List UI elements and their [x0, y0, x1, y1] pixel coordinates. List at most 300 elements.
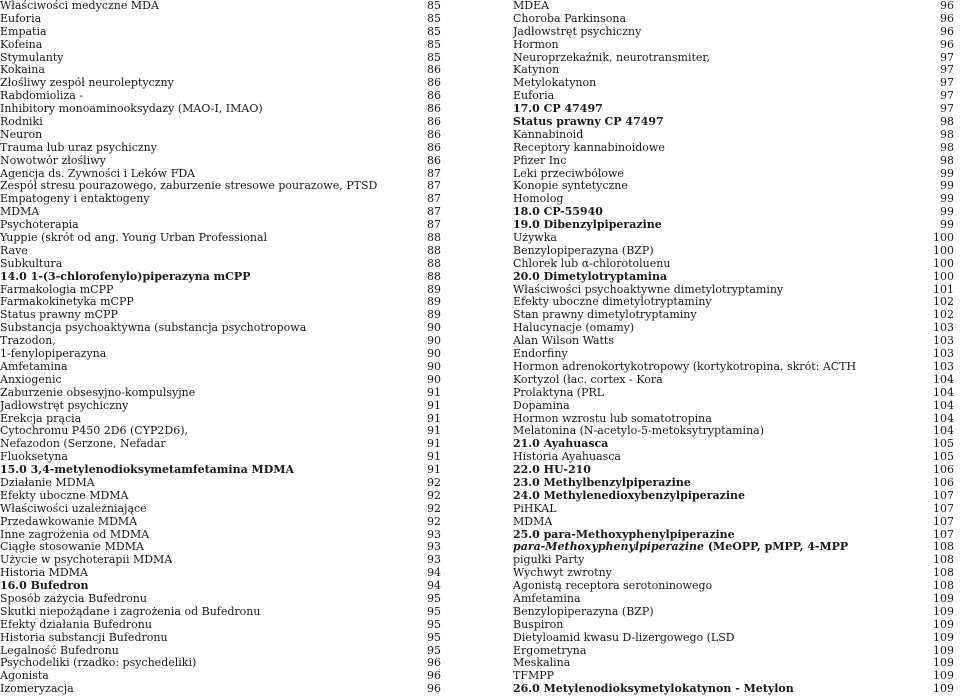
toc-entry	[513, 425, 954, 438]
toc-entry	[0, 129, 441, 142]
toc-entry-page: 109	[933, 656, 954, 670]
toc-entry-page: 85	[427, 24, 441, 38]
toc-entry	[513, 438, 954, 451]
toc-entry-page: 104	[933, 424, 954, 438]
toc-entry-page: 97	[940, 63, 954, 77]
toc-entry-title: 24.0 Methylenedioxybenzylpiperazine	[513, 489, 746, 502]
toc-entry	[513, 77, 954, 90]
toc-entry-page: 86	[427, 76, 441, 90]
toc-entry-page: 97	[940, 89, 954, 103]
toc-entry-title: Status prawny CP 47497	[513, 116, 664, 129]
toc-entry-page: 88	[427, 256, 441, 270]
toc-entry-page: 86	[427, 63, 441, 77]
toc-entry-title: Yuppie (skrót od ang. Young Urban Professional	[0, 232, 268, 245]
toc-entry-title: 14.0 1-(3-chlorofenylo)piperazyna mCPP	[0, 270, 251, 283]
toc-entry	[0, 77, 441, 90]
toc-entry	[513, 541, 954, 554]
toc-entry-title: Hormon wzrostu lub somatotropina	[513, 412, 712, 425]
toc-entry-title: 26.0 Metylenodioksymetylokatynon - Metylon	[513, 683, 794, 696]
toc-entry-page: 95	[427, 591, 441, 605]
toc-entry-title: Prolaktyna (PRL	[513, 386, 605, 399]
toc-entry-page: 104	[933, 372, 954, 386]
toc-entry-title: Złośliwy zespół neuroleptyczny	[0, 77, 174, 90]
toc-entry	[513, 619, 954, 632]
toc-entry-page: 96	[940, 24, 954, 38]
toc-entry-title: Psychodeliki (rzadko: psychedeliki)	[0, 657, 197, 670]
toc-entry	[513, 529, 954, 542]
toc-entry-title: Neuroprzekaźnik, neurotransmiter,	[513, 51, 710, 64]
toc-entry-page: 91	[427, 411, 441, 425]
toc-entry-page: 91	[427, 385, 441, 399]
toc-entry	[513, 232, 954, 245]
toc-entry-page: 95	[427, 617, 441, 631]
toc-entry-title: Anxiogenic	[0, 373, 62, 386]
toc-entry-page: 92	[427, 514, 441, 528]
toc-entry-title: Katynon	[513, 64, 560, 77]
toc-entry-title: Efekty uboczne MDMA	[0, 489, 129, 502]
toc-entry-page: 109	[933, 604, 954, 618]
toc-entry-title: Fluoksetyna	[0, 451, 68, 464]
toc-entry	[0, 554, 441, 567]
toc-entry-page: 107	[933, 514, 954, 528]
toc-entry-page: 86	[427, 115, 441, 129]
toc-entry-title: Używka	[513, 232, 557, 245]
toc-entry-page: 98	[940, 127, 954, 141]
toc-entry-page: 109	[933, 591, 954, 605]
toc-entry-title: Nefazodon (Serzone, Nefadar	[0, 438, 166, 451]
toc-entry	[513, 322, 954, 335]
toc-entry-title: Sposób zażycia Bufedronu	[0, 592, 147, 605]
toc-entry	[0, 258, 441, 271]
toc-entry-title: Użycie w psychoterapii MDMA	[0, 554, 173, 567]
toc-entry-page: 107	[933, 488, 954, 502]
toc-entry	[513, 13, 954, 26]
toc-entry	[0, 657, 441, 670]
toc-entry-title: Buspiron	[513, 618, 564, 631]
toc-entry-page: 104	[933, 385, 954, 399]
toc-entry-page: 108	[933, 579, 954, 593]
toc-entry	[513, 142, 954, 155]
toc-entry	[513, 657, 954, 670]
toc-entry	[513, 451, 954, 464]
toc-entry-title: Chlorek lub α-chlorotoluenu	[513, 257, 671, 270]
toc-entry-page: 99	[940, 218, 954, 232]
toc-entry-page: 87	[427, 179, 441, 193]
toc-entry-page: 85	[427, 50, 441, 64]
toc-entry-page: 98	[940, 153, 954, 167]
toc-entry-page: 104	[933, 398, 954, 412]
toc-entry	[513, 413, 954, 426]
toc-entry-title: Konopie syntetyczne	[513, 180, 628, 193]
toc-entry	[0, 206, 441, 219]
toc-entry-title: Efekty działania Bufedronu	[0, 618, 152, 631]
toc-right-column	[513, 0, 954, 696]
toc-entry-page: 93	[427, 540, 441, 554]
toc-entry-page: 106	[933, 475, 954, 489]
toc-entry-title: Euforia	[513, 90, 555, 103]
toc-entry-page: 87	[427, 218, 441, 232]
toc-entry-page: 101	[933, 282, 954, 296]
toc-entry-title: para-Methoxyphenylpiperazine (MeOPP, pMPP, 4-MPP	[513, 541, 849, 554]
toc-entry-page: 96	[940, 11, 954, 25]
toc-entry-title: 25.0 para-Methoxyphenylpiperazine	[513, 528, 735, 541]
toc-entry-title: Stan prawny dimetylotryptaminy	[513, 309, 697, 322]
toc-entry-page: 109	[933, 630, 954, 644]
toc-entry-page: 99	[940, 192, 954, 206]
toc-entry-page: 91	[427, 437, 441, 451]
toc-entry-page: 109	[933, 643, 954, 657]
toc-entry-title: Historia Ayahuasca	[513, 451, 621, 464]
toc-entry-title: Agonista	[0, 670, 49, 683]
toc-entry-title: Endorfiny	[513, 348, 568, 361]
toc-entry-page: 94	[427, 579, 441, 593]
toc-entry	[0, 90, 441, 103]
toc-entry-page: 103	[933, 321, 954, 335]
toc-entry	[513, 361, 954, 374]
toc-entry	[0, 683, 441, 696]
toc-entry-title: Substancja psychoaktywna (substancja psychotropowa	[0, 322, 307, 335]
toc-entry-page: 90	[427, 321, 441, 335]
toc-entry	[0, 645, 441, 658]
toc-entry	[0, 567, 441, 580]
toc-entry-page: 103	[933, 347, 954, 361]
toc-entry-page: 99	[940, 179, 954, 193]
toc-entry-page: 91	[427, 398, 441, 412]
toc-entry	[513, 554, 954, 567]
toc-entry-title: Hormon adrenokortykotropowy (kortykotropina, skrót: ACTH	[513, 360, 857, 373]
toc-entry-title: Inne zagrożenia od MDMA	[0, 528, 150, 541]
toc-entry	[0, 348, 441, 361]
toc-entry-page: 85	[427, 11, 441, 25]
toc-entry	[0, 245, 441, 258]
toc-entry-title: Kannabinoid	[513, 128, 584, 141]
toc-entry-title: Efekty uboczne dimetylotryptaminy	[513, 296, 712, 309]
toc-entry-title: Rabdomioliza -	[0, 90, 83, 103]
toc-entry-title: Subkultura	[0, 257, 63, 270]
toc-entry	[513, 64, 954, 77]
toc-entry-page: 102	[933, 308, 954, 322]
toc-entry-page: 88	[427, 231, 441, 245]
toc-entry	[513, 168, 954, 181]
toc-entry	[0, 0, 441, 13]
toc-entry	[0, 451, 441, 464]
toc-entry	[513, 39, 954, 52]
toc-entry-page: 108	[933, 553, 954, 567]
toc-entry	[0, 180, 441, 193]
toc-entry-title: Nowotwór złośliwy	[0, 154, 106, 167]
toc-entry-page: 86	[427, 140, 441, 154]
toc-entry-title: Kortyzol (łac. cortex - Kora	[513, 373, 663, 386]
toc-entry	[0, 387, 441, 400]
toc-entry-page: 95	[427, 643, 441, 657]
toc-entry	[0, 309, 441, 322]
toc-entry-page: 86	[427, 153, 441, 167]
toc-entry	[0, 322, 441, 335]
toc-entry	[0, 606, 441, 619]
toc-entry-title: Historia substancji Bufedronu	[0, 631, 168, 644]
toc-entry	[513, 477, 954, 490]
toc-entry-page: 93	[427, 553, 441, 567]
toc-entry-page: 89	[427, 282, 441, 296]
toc-entry-title: Farmakologia mCPP	[0, 283, 114, 296]
toc-entry-page: 107	[933, 501, 954, 515]
toc-entry-title: Homolog	[513, 193, 564, 206]
toc-entry	[0, 593, 441, 606]
toc-entry	[0, 619, 441, 632]
toc-entry-page: 106	[933, 463, 954, 477]
toc-entry-title: Właściwości medyczne MDA	[0, 0, 159, 12]
toc-entry-page: 103	[933, 359, 954, 373]
toc-entry-title: Hormon	[513, 38, 559, 51]
toc-entry	[513, 129, 954, 142]
toc-entry	[0, 541, 441, 554]
toc-entry-title: Cytochromu P450 2D6 (CYP2D6),	[0, 425, 188, 438]
toc-entry-page: 90	[427, 347, 441, 361]
toc-entry-page: 107	[933, 527, 954, 541]
toc-entry-page: 95	[427, 630, 441, 644]
toc-entry	[0, 503, 441, 516]
toc-entry	[513, 645, 954, 658]
toc-entry-title: Agonistą receptora serotoninowego	[513, 580, 713, 593]
toc-entry	[513, 503, 954, 516]
toc-entry	[0, 284, 441, 297]
toc-entry	[0, 413, 441, 426]
toc-entry-page: 98	[940, 140, 954, 154]
toc-entry-title: Przedawkowanie MDMA	[0, 515, 138, 528]
toc-entry-title: 23.0 Methylbenzylpiperazine	[513, 476, 691, 489]
toc-entry	[513, 219, 954, 232]
toc-entry-page: 103	[933, 334, 954, 348]
toc-entry-title: Euforia	[0, 12, 42, 25]
toc-entry-title: MDMA	[0, 206, 40, 219]
toc-entry	[0, 632, 441, 645]
toc-entry-page: 88	[427, 243, 441, 257]
toc-entry	[0, 52, 441, 65]
toc-entry-page: 102	[933, 295, 954, 309]
toc-entry	[513, 284, 954, 297]
toc-entry	[513, 90, 954, 103]
toc-entry-title: Kokaina	[0, 64, 45, 77]
toc-entry	[513, 387, 954, 400]
toc-entry	[0, 271, 441, 284]
toc-entry-title: Jadłowstręt psychiczny	[513, 25, 642, 38]
toc-entry-title: Dopamina	[513, 399, 570, 412]
toc-entry	[0, 477, 441, 490]
toc-entry-page: 96	[427, 669, 441, 683]
toc-entry-page: 99	[940, 166, 954, 180]
toc-entry	[0, 516, 441, 529]
toc-entry-title: Neuron	[0, 128, 43, 141]
toc-entry	[0, 374, 441, 387]
toc-entry	[513, 567, 954, 580]
toc-entry	[0, 26, 441, 39]
toc-entry	[513, 374, 954, 387]
toc-entry	[513, 593, 954, 606]
toc-entry	[0, 425, 441, 438]
toc-entry	[513, 26, 954, 39]
toc-entry	[0, 155, 441, 168]
toc-entry-title: Benzylopiperazyna (BZP)	[513, 244, 654, 257]
toc-entry-page: 104	[933, 411, 954, 425]
toc-entry-page: 90	[427, 334, 441, 348]
toc-entry-page: 96	[427, 682, 441, 696]
toc-entry-page: 91	[427, 463, 441, 477]
toc-entry-page: 105	[933, 437, 954, 451]
toc-entry	[513, 103, 954, 116]
toc-entry-title: Trauma lub uraz psychiczny	[0, 141, 157, 154]
toc-entry-title: Erekcja prącia	[0, 412, 82, 425]
toc-entry-title: Działanie MDMA	[0, 476, 95, 489]
toc-entry-page: 87	[427, 205, 441, 219]
toc-entry-page: 91	[427, 450, 441, 464]
toc-entry	[513, 632, 954, 645]
toc-entry-title: Ciągłe stosowanie MDMA	[0, 541, 144, 554]
toc-entry-page: 97	[940, 50, 954, 64]
toc-entry-page: 100	[933, 243, 954, 257]
toc-entry	[513, 258, 954, 271]
toc-entry	[513, 116, 954, 129]
toc-entry-page: 99	[940, 205, 954, 219]
toc-entry-title: 19.0 Dibenzylpiperazine	[513, 219, 662, 232]
toc-entry-page: 108	[933, 566, 954, 580]
toc-entry-page: 109	[933, 617, 954, 631]
toc-entry-page: 105	[933, 450, 954, 464]
toc-entry-title: Agencja ds. Żywności i Leków FDA	[0, 167, 196, 180]
toc-entry	[513, 206, 954, 219]
toc-entry	[0, 193, 441, 206]
toc-entry-title: Metylokatynon	[513, 77, 597, 90]
toc-entry-title: 22.0 HU-210	[513, 464, 591, 477]
toc-entry	[513, 296, 954, 309]
toc-entry-page: 100	[933, 231, 954, 245]
toc-entry	[513, 193, 954, 206]
toc-entry	[513, 580, 954, 593]
toc-entry	[0, 296, 441, 309]
toc-entry-page: 96	[940, 37, 954, 51]
toc-entry-title: Amfetamina	[0, 360, 68, 373]
toc-entry-title: Choroba Parkinsona	[513, 12, 627, 25]
toc-entry-page: 89	[427, 295, 441, 309]
toc-entry-page: 87	[427, 166, 441, 180]
toc-entry	[513, 683, 954, 696]
toc-entry	[513, 464, 954, 477]
toc-entry	[0, 335, 441, 348]
toc-entry	[0, 116, 441, 129]
toc-entry-page: 88	[427, 269, 441, 283]
toc-entry-page: 109	[933, 682, 954, 696]
toc-entry-title: Inhibitory monoaminooksydazy (MAO-I, IMAO)	[0, 103, 263, 116]
toc-entry-title: 21.0 Ayahuasca	[513, 438, 609, 451]
toc-entry	[0, 219, 441, 232]
toc-entry-page: 108	[933, 540, 954, 554]
toc-entry-page: 100	[933, 256, 954, 270]
toc-entry-page: 85	[427, 37, 441, 51]
toc-entry	[0, 168, 441, 181]
toc-entry	[0, 361, 441, 374]
toc-entry-title: Ergometryna	[513, 644, 587, 657]
toc-entry-page: 86	[427, 127, 441, 141]
toc-entry	[0, 438, 441, 451]
toc-entry-title: 16.0 Bufedron	[0, 580, 89, 593]
toc-entry-title: pigułki Party	[513, 554, 585, 567]
toc-entry-page: 90	[427, 372, 441, 386]
toc-left-column	[0, 0, 441, 696]
toc-entry-title: Status prawny mCPP	[0, 309, 118, 322]
toc-entry	[513, 335, 954, 348]
toc-entry	[0, 13, 441, 26]
toc-entry-title: Leki przeciwbólowe	[513, 167, 624, 180]
toc-entry-page: 93	[427, 527, 441, 541]
toc-entry-page: 92	[427, 501, 441, 515]
toc-entry	[0, 39, 441, 52]
toc-entry-title: Legalność Bufedronu	[0, 644, 119, 657]
toc-entry-title: PiHKAL	[513, 502, 557, 515]
toc-entry-page: 89	[427, 308, 441, 322]
toc-entry-title: Alan Wilson Watts	[513, 335, 614, 348]
toc-entry	[513, 348, 954, 361]
toc-entry-title: Amfetamina	[513, 592, 581, 605]
toc-entry-page: 85	[427, 0, 441, 12]
toc-entry-title: Historia MDMA	[0, 567, 88, 580]
toc-entry-page: 97	[940, 76, 954, 90]
toc-entry-title: Meskalina	[513, 657, 571, 670]
toc-entry-page: 86	[427, 89, 441, 103]
toc-entry-title: Farmakokinetyka mCPP	[0, 296, 134, 309]
toc-entry	[513, 606, 954, 619]
toc-entry-page: 94	[427, 566, 441, 580]
toc-entry-title: Dietyloamid kwasu D-lizergowego (LSD	[513, 631, 735, 644]
toc-entry	[0, 232, 441, 245]
toc-entry-title: Jadłowstręt psychiczny	[0, 399, 129, 412]
toc-entry	[513, 271, 954, 284]
toc-entry-page: 92	[427, 475, 441, 489]
toc-entry-title: MDEA	[513, 0, 550, 12]
toc-entry	[513, 52, 954, 65]
toc-entry-page: 86	[427, 102, 441, 116]
toc-entry-title: Empatia	[0, 25, 47, 38]
toc-entry-title: Receptory kannabinoidowe	[513, 141, 665, 154]
toc-entry-title: 15.0 3,4-metylenodioksymetamfetamina MDMA	[0, 464, 294, 477]
toc-entry-title: Pfizer Inc	[513, 154, 567, 167]
toc-entry	[513, 490, 954, 503]
toc-entry	[0, 490, 441, 503]
toc-entry	[0, 400, 441, 413]
toc-entry	[513, 155, 954, 168]
toc-entry	[513, 245, 954, 258]
toc-entry-title: Halucynacje (omamy)	[513, 322, 635, 335]
toc-entry-page: 95	[427, 604, 441, 618]
toc-entry	[0, 142, 441, 155]
toc-entry	[513, 180, 954, 193]
toc-entry-page: 100	[933, 269, 954, 283]
toc-entry-title: 17.0 CP 47497	[513, 103, 603, 116]
toc-entry-title: Melatonina (N-acetylo-5-metoksytryptamina)	[513, 425, 765, 438]
toc-entry-page: 96	[940, 0, 954, 12]
toc-entry	[0, 580, 441, 593]
toc-entry-page: 90	[427, 359, 441, 373]
toc-entry	[0, 464, 441, 477]
toc-entry-title: 18.0 CP-55940	[513, 206, 603, 219]
toc-entry-title: Trazodon,	[0, 335, 56, 348]
toc-entry-title: Skutki niepożądane i zagrożenia od Bufedronu	[0, 605, 261, 618]
toc-entry-title: Zespół stresu pourazowego, zaburzenie stresowe pourazowe, PTSD	[0, 180, 378, 193]
toc-entry	[0, 64, 441, 77]
toc-entry-page: 92	[427, 488, 441, 502]
toc-entry	[0, 529, 441, 542]
toc-entry-title: Rave	[0, 244, 28, 257]
toc-entry-title: 1-fenylopiperazyna	[0, 348, 107, 361]
toc-entry-title: Psychoterapia	[0, 219, 79, 232]
